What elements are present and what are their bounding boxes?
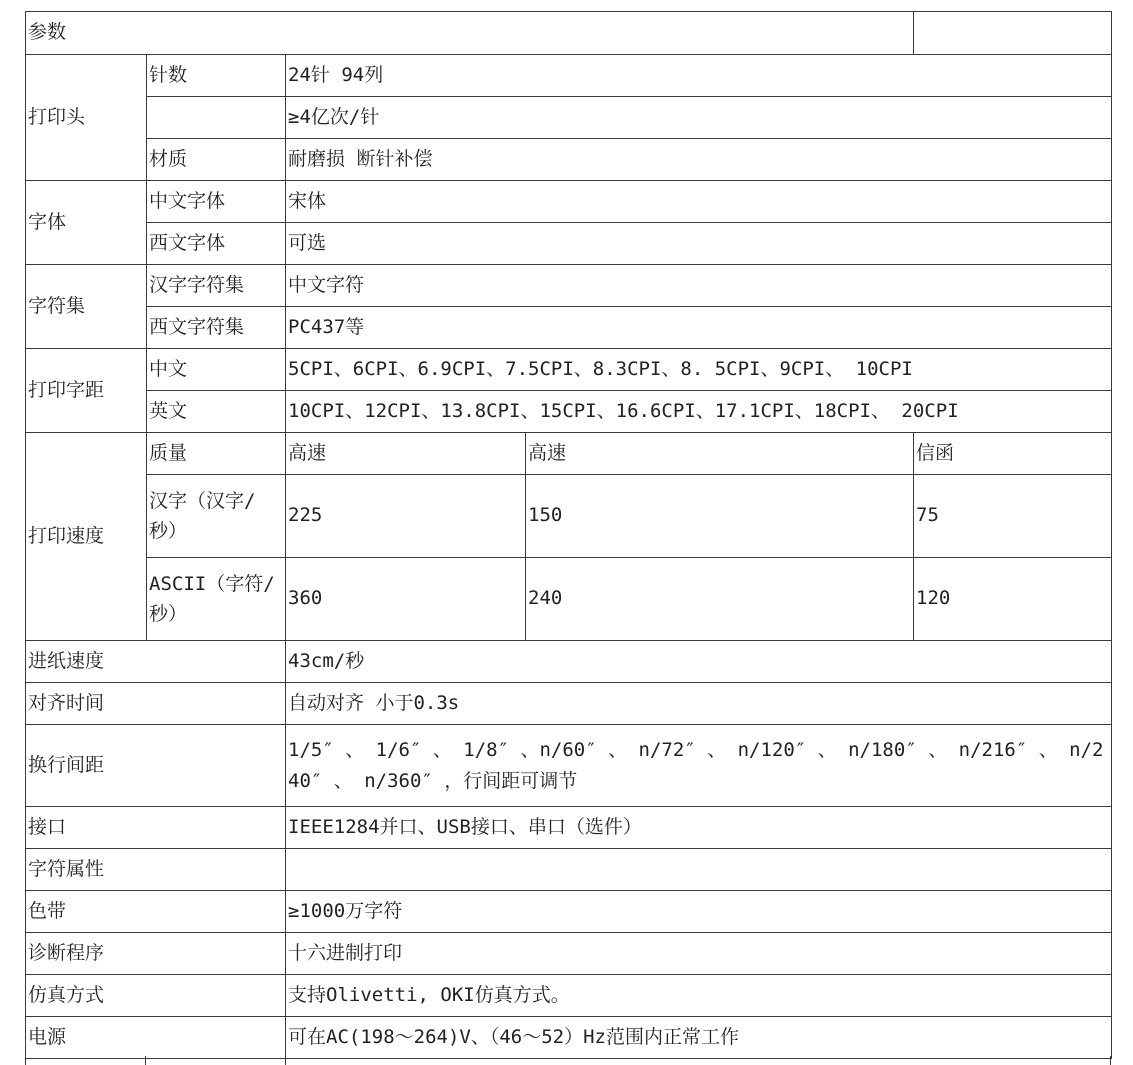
pitch-label: 打印字距 [26, 349, 147, 433]
pitch-en-label: 英文 [147, 391, 286, 433]
table-row [26, 391, 1112, 433]
font-cn-label: 中文字体 [147, 181, 286, 223]
pitch-cn-value: 5CPI、6CPI、6.9CPI、7.5CPI、8.3CPI、8. 5CPI、9CPI、 10CPI [286, 349, 1112, 391]
header-row [26, 12, 1112, 55]
ascii-speed-value-3: 120 [914, 558, 1112, 641]
align-label: 对齐时间 [26, 683, 286, 725]
power-value: 可在AC(198～264)V、（46～52）Hz范围内正常工作 [286, 1017, 1112, 1059]
material-label: 材质 [147, 139, 286, 181]
table-row [26, 307, 1112, 349]
life-label-empty [147, 97, 286, 139]
diag-value: 十六进制打印 [286, 933, 1112, 975]
interface-value: IEEE1284并口、USB接口、串口（选件） [286, 807, 1112, 849]
table-row [26, 97, 1112, 139]
charset-en-value: PC437等 [286, 307, 1112, 349]
speed-label: 打印速度 [26, 433, 147, 641]
charset-en-label: 西文字符集 [147, 307, 286, 349]
diag-label: 诊断程序 [26, 933, 286, 975]
charset-label: 字符集 [26, 265, 147, 349]
material-value: 耐磨损 断针补偿 [286, 139, 1112, 181]
font-en-value: 可选 [286, 223, 1112, 265]
spec-table [25, 11, 1112, 1059]
table-row [26, 725, 1112, 807]
attr-label: 字符属性 [26, 849, 286, 891]
table-row [26, 433, 1112, 475]
ribbon-value: ≥1000万字符 [286, 891, 1112, 933]
ascii-speed-label: ASCII（字符/秒） [147, 558, 286, 641]
pins-value: 24针 94列 [286, 55, 1112, 97]
hanzi-speed-value-1: 225 [286, 475, 526, 558]
table-row [26, 641, 1112, 683]
align-value: 自动对齐 小于0.3s [286, 683, 1112, 725]
table-row [26, 558, 1112, 641]
font-en-label: 西文字体 [147, 223, 286, 265]
table-row [26, 349, 1112, 391]
feed-label: 进纸速度 [26, 641, 286, 683]
pins-label: 针数 [147, 55, 286, 97]
pitch-cn-label: 中文 [147, 349, 286, 391]
ribbon-label: 色带 [26, 891, 286, 933]
ascii-speed-value-1: 360 [286, 558, 526, 641]
table-row [26, 1017, 1112, 1059]
header-empty-cell [914, 12, 1112, 55]
table-row [26, 181, 1112, 223]
table-row [26, 975, 1112, 1017]
interface-label: 接口 [26, 807, 286, 849]
linespacing-value: 1/5″ 、 1/6″ 、 1/8″ 、n/60″ 、 n/72″ 、 n/120″ 、 n/180″ 、 n/216″ 、 n/240″ 、 n/360″ ，行间距可调节 [286, 725, 1112, 807]
power-label: 电源 [26, 1017, 286, 1059]
table-row [26, 891, 1112, 933]
emu-value: 支持Olivetti, OKI仿真方式。 [286, 975, 1112, 1017]
charset-cn-value: 中文字符 [286, 265, 1112, 307]
table-row [26, 55, 1112, 97]
table-row [26, 683, 1112, 725]
printhead-label: 打印头 [26, 55, 147, 181]
table-row [26, 849, 1112, 891]
hanzi-speed-value-2: 150 [526, 475, 914, 558]
quality-col-2: 高速 [526, 433, 914, 475]
life-value: ≥4亿次/针 [286, 97, 1112, 139]
emu-label: 仿真方式 [26, 975, 286, 1017]
pitch-en-value: 10CPI、12CPI、13.8CPI、15CPI、16.6CPI、17.1CPI、18CPI、 20CPI [286, 391, 1112, 433]
charset-cn-label: 汉字字符集 [147, 265, 286, 307]
table-row [26, 933, 1112, 975]
table-continuation-left [25, 1056, 146, 1065]
table-row [26, 265, 1112, 307]
header-title: 参数 [26, 12, 914, 55]
hanzi-speed-label: 汉字（汉字/秒） [147, 475, 286, 558]
quality-col-3: 信函 [914, 433, 1112, 475]
table-continuation-right [285, 1056, 1111, 1065]
table-row [26, 139, 1112, 181]
quality-col-1: 高速 [286, 433, 526, 475]
attr-value [286, 849, 1112, 891]
table-row [26, 807, 1112, 849]
hanzi-speed-value-3: 75 [914, 475, 1112, 558]
linespacing-label: 换行间距 [26, 725, 286, 807]
ascii-speed-value-2: 240 [526, 558, 914, 641]
font-cn-value: 宋体 [286, 181, 1112, 223]
table-row [26, 223, 1112, 265]
quality-label: 质量 [147, 433, 286, 475]
table-row [26, 475, 1112, 558]
font-label: 字体 [26, 181, 147, 265]
feed-value: 43cm/秒 [286, 641, 1112, 683]
